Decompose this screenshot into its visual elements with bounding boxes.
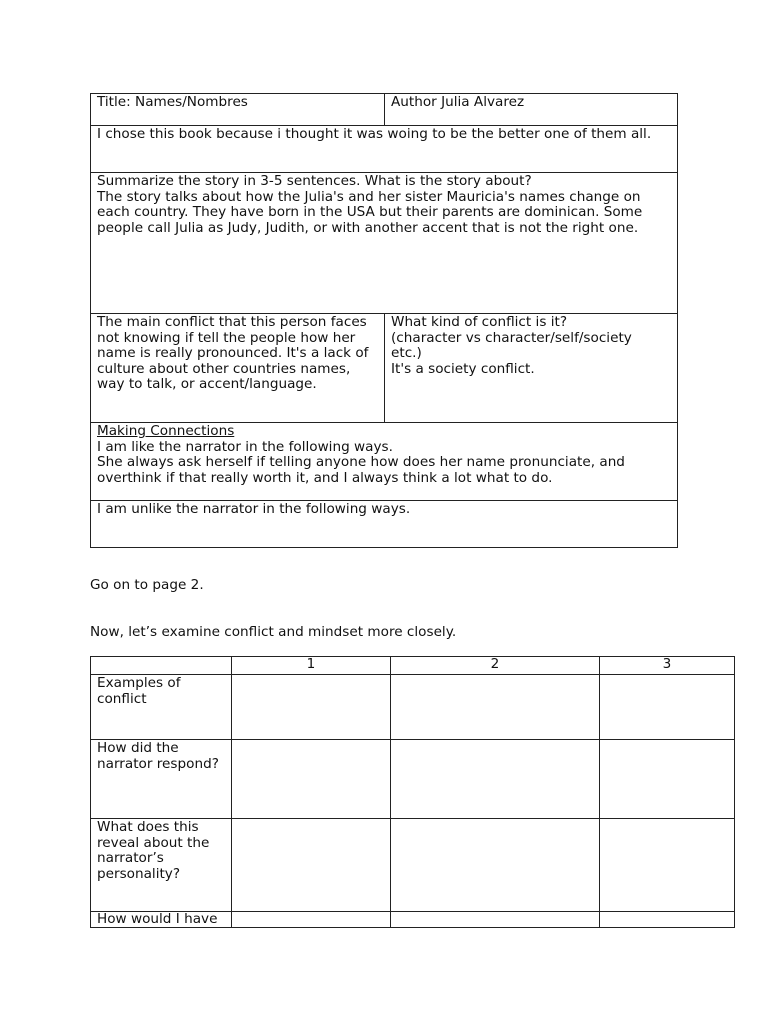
next-page-note: Go on to page 2. xyxy=(90,577,204,593)
answer-cell[interactable] xyxy=(231,739,391,819)
answer-cell[interactable] xyxy=(599,739,735,819)
row-label-examples: Examples of conflict xyxy=(90,674,232,740)
row-label-would-i-have: How would I have xyxy=(90,911,232,928)
section-intro: Now, let’s examine conflict and mindset more closely. xyxy=(90,624,457,640)
connections-heading: Making Connections xyxy=(97,423,235,439)
connections-cell: Making Connections I am like the narrator in the following ways. She always ask herself if telling anyone how does her name pronunciate, and overthink if that really worth it, and I always think a lot what to do. xyxy=(90,422,678,501)
answer-cell[interactable] xyxy=(231,818,391,912)
title-cell: Title: Names/Nombres xyxy=(90,93,385,126)
answer-cell[interactable] xyxy=(599,818,735,912)
column-header: 2 xyxy=(390,656,600,675)
summary-cell xyxy=(90,172,678,314)
author-cell: Author Julia Alvarez xyxy=(384,93,678,126)
answer-cell[interactable] xyxy=(231,674,391,740)
answer-cell[interactable] xyxy=(599,911,735,928)
answer-cell[interactable] xyxy=(599,674,735,740)
unlike-cell: I am unlike the narrator in the following ways. xyxy=(90,500,678,548)
row-label-personality: What does this reveal about the narrator’s personality? xyxy=(90,818,232,912)
header-blank-cell xyxy=(90,656,232,675)
summary-prompt: Summarize the story in 3-5 sentences. What is the story about? xyxy=(97,173,532,189)
answer-cell[interactable] xyxy=(390,739,600,819)
answer-cell[interactable] xyxy=(390,674,600,740)
reason-cell: I chose this book because i thought it was woing to be the better one of them all. xyxy=(90,125,678,173)
answer-cell[interactable] xyxy=(390,911,600,928)
summary-answer-line: each country. They have born in the USA but their parents are dominican. Some xyxy=(97,204,643,220)
summary-answer-line: The story talks about how the Julia's and her sister Mauricia's names change on xyxy=(97,188,641,205)
column-header: 1 xyxy=(231,656,391,675)
column-header: 3 xyxy=(599,656,735,675)
answer-cell[interactable] xyxy=(390,818,600,912)
answer-cell[interactable] xyxy=(231,911,391,928)
conflict-kind-cell: What kind of conflict is it? (character vs character/self/society etc.) It's a society conflict. xyxy=(384,313,678,423)
row-label-response: How did the narrator respond? xyxy=(90,739,232,819)
main-conflict-cell: The main conflict that this person faces not knowing if tell the people how her name is really pronounced. It's a lack of culture about other countries names, way to talk, or accent/language. xyxy=(90,313,385,423)
summary-answer-line: people call Julia as Judy, Judith, or with another accent that is not the right one. xyxy=(97,219,639,236)
